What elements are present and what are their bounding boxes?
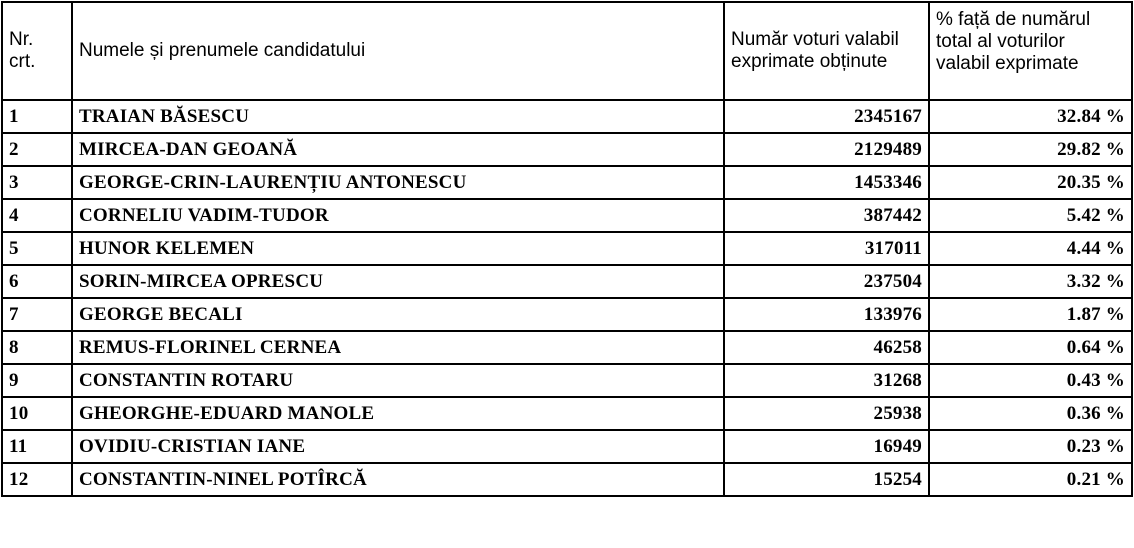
cell-votes: 387442 (724, 199, 929, 232)
cell-candidate-name: CONSTANTIN ROTARU (72, 364, 724, 397)
cell-nr: 3 (2, 166, 72, 199)
cell-nr: 11 (2, 430, 72, 463)
header-pct (929, 2, 1132, 100)
table-row (2, 364, 1132, 397)
cell-nr: 4 (2, 199, 72, 232)
cell-percentage: 29.82 % (929, 133, 1132, 166)
cell-percentage: 0.23 % (929, 430, 1132, 463)
cell-candidate-name: GHEORGHE-EDUARD MANOLE (72, 397, 724, 430)
cell-percentage: 1.87 % (929, 298, 1132, 331)
cell-votes: 46258 (724, 331, 929, 364)
cell-percentage: 20.35 % (929, 166, 1132, 199)
table-row (2, 397, 1132, 430)
header-row (2, 2, 1132, 100)
cell-votes: 133976 (724, 298, 929, 331)
table-header (2, 2, 1132, 100)
cell-candidate-name: GEORGE-CRIN-LAURENȚIU ANTONESCU (72, 166, 724, 199)
header-votes-line: Număr voturi valabil (731, 29, 899, 50)
cell-votes: 237504 (724, 265, 929, 298)
cell-candidate-name: CORNELIU VADIM-TUDOR (72, 199, 724, 232)
cell-votes: 2129489 (724, 133, 929, 166)
cell-nr: 2 (2, 133, 72, 166)
table-row (2, 166, 1132, 199)
cell-percentage: 5.42 % (929, 199, 1132, 232)
table-row (2, 463, 1132, 496)
header-votes (724, 2, 929, 100)
cell-candidate-name: CONSTANTIN-NINEL POTÎRCĂ (72, 463, 724, 496)
cell-votes: 25938 (724, 397, 929, 430)
header-nr-line: Nr. (9, 29, 34, 50)
cell-votes: 31268 (724, 364, 929, 397)
table-row (2, 133, 1132, 166)
table-row (2, 298, 1132, 331)
header-pct-line: valabil exprimate (936, 53, 1079, 74)
cell-votes: 15254 (724, 463, 929, 496)
cell-nr: 7 (2, 298, 72, 331)
header-votes-line: exprimate obținute (731, 51, 888, 72)
election-results-table (1, 1, 1133, 497)
table-row (2, 100, 1132, 133)
table-row (2, 331, 1132, 364)
cell-votes: 1453346 (724, 166, 929, 199)
cell-votes: 317011 (724, 232, 929, 265)
table-row (2, 265, 1132, 298)
cell-candidate-name: OVIDIU-CRISTIAN IANE (72, 430, 724, 463)
cell-percentage: 0.36 % (929, 397, 1132, 430)
cell-votes: 16949 (724, 430, 929, 463)
cell-percentage: 0.21 % (929, 463, 1132, 496)
cell-nr: 9 (2, 364, 72, 397)
cell-percentage: 0.64 % (929, 331, 1132, 364)
cell-candidate-name: MIRCEA-DAN GEOANĂ (72, 133, 724, 166)
table-body (2, 100, 1132, 496)
cell-percentage: 4.44 % (929, 232, 1132, 265)
cell-nr: 1 (2, 100, 72, 133)
table-row (2, 430, 1132, 463)
cell-candidate-name: REMUS-FLORINEL CERNEA (72, 331, 724, 364)
cell-percentage: 0.43 % (929, 364, 1132, 397)
cell-nr: 12 (2, 463, 72, 496)
table-row (2, 199, 1132, 232)
header-name: Numele și prenumele candidatului (72, 2, 724, 100)
cell-candidate-name: HUNOR KELEMEN (72, 232, 724, 265)
cell-percentage: 3.32 % (929, 265, 1132, 298)
header-nr (2, 2, 72, 100)
cell-candidate-name: TRAIAN BĂSESCU (72, 100, 724, 133)
cell-nr: 6 (2, 265, 72, 298)
cell-nr: 8 (2, 331, 72, 364)
header-pct-line: total al voturilor (936, 31, 1065, 52)
cell-percentage: 32.84 % (929, 100, 1132, 133)
cell-nr: 5 (2, 232, 72, 265)
cell-candidate-name: SORIN-MIRCEA OPRESCU (72, 265, 724, 298)
table-row (2, 232, 1132, 265)
header-nr-line: crt. (9, 51, 36, 72)
header-pct-line: % față de numărul (936, 9, 1091, 30)
cell-nr: 10 (2, 397, 72, 430)
cell-votes: 2345167 (724, 100, 929, 133)
cell-candidate-name: GEORGE BECALI (72, 298, 724, 331)
